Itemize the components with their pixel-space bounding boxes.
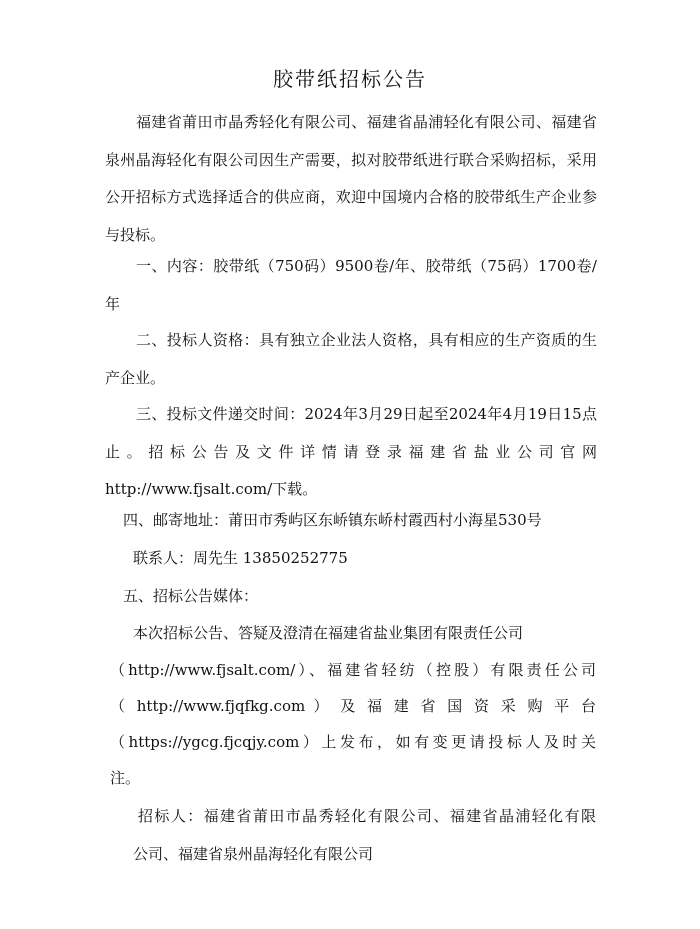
tenderer-line-2: 公司、福建省泉州晶海轻化有限公司 (133, 845, 374, 863)
section-content: 一、内容：胶带纸（750码）9500卷/年、胶带纸（75码）1700卷/年 (105, 257, 597, 313)
media-line-2: （http://www.fjsalt.com/）、福建省轻纺（控股）有限责任公司 (110, 661, 596, 679)
media-line-4: （https://ygcg.fjcqjy.com）上发布，如有变更请投标人及时关 (110, 733, 596, 751)
section-mailing-address: 四、邮寄地址：莆田市秀屿区东峤镇东峤村霞西村小海星530号 (123, 511, 542, 529)
document-title: 胶带纸招标公告 (273, 67, 427, 91)
media-line-3-wrap (110, 691, 596, 721)
section-media-heading: 五、招标公告媒体： (123, 587, 259, 605)
media-line-5: 注。 (110, 769, 141, 787)
intro-paragraph: 福建省莆田市晶秀轻化有限公司、福建省晶浦轻化有限公司、福建省泉州晶海轻化有限公司因生产需要，拟对胶带纸进行联合采购招标，采用公开招标方式选择适合的供应商，欢迎中国境内合格的胶带纸生产企业参与投标。 (105, 113, 597, 244)
section-qualification: 二、投标人资格：具有独立企业法人资格，具有相应的生产资质的生产企业。 (105, 331, 597, 387)
section-submission-time: 三、投标文件递交时间：2024年3月29日起至2024年4月19日15点止。招标公告及文件详情请登录福建省盐业公司官网http://www.fjsalt.com/下载。 (105, 405, 597, 498)
media-line-2-wrap (110, 655, 596, 685)
tenderer-line-1-wrap (138, 801, 596, 831)
media-line-1: 本次招标公告、答疑及澄清在福建省盐业集团有限责任公司 (133, 624, 524, 642)
tenderer-line-1: 招标人：福建省莆田市晶秀轻化有限公司、福建省晶浦轻化有限 (138, 807, 596, 825)
media-line-3: （ http://www.fjqfkg.com ） 及 福 建 省 国 资 采 购 平 台 (110, 697, 596, 715)
media-line-4-wrap (110, 727, 596, 757)
contact-line: 联系人：周先生 13850252775 (133, 549, 348, 567)
